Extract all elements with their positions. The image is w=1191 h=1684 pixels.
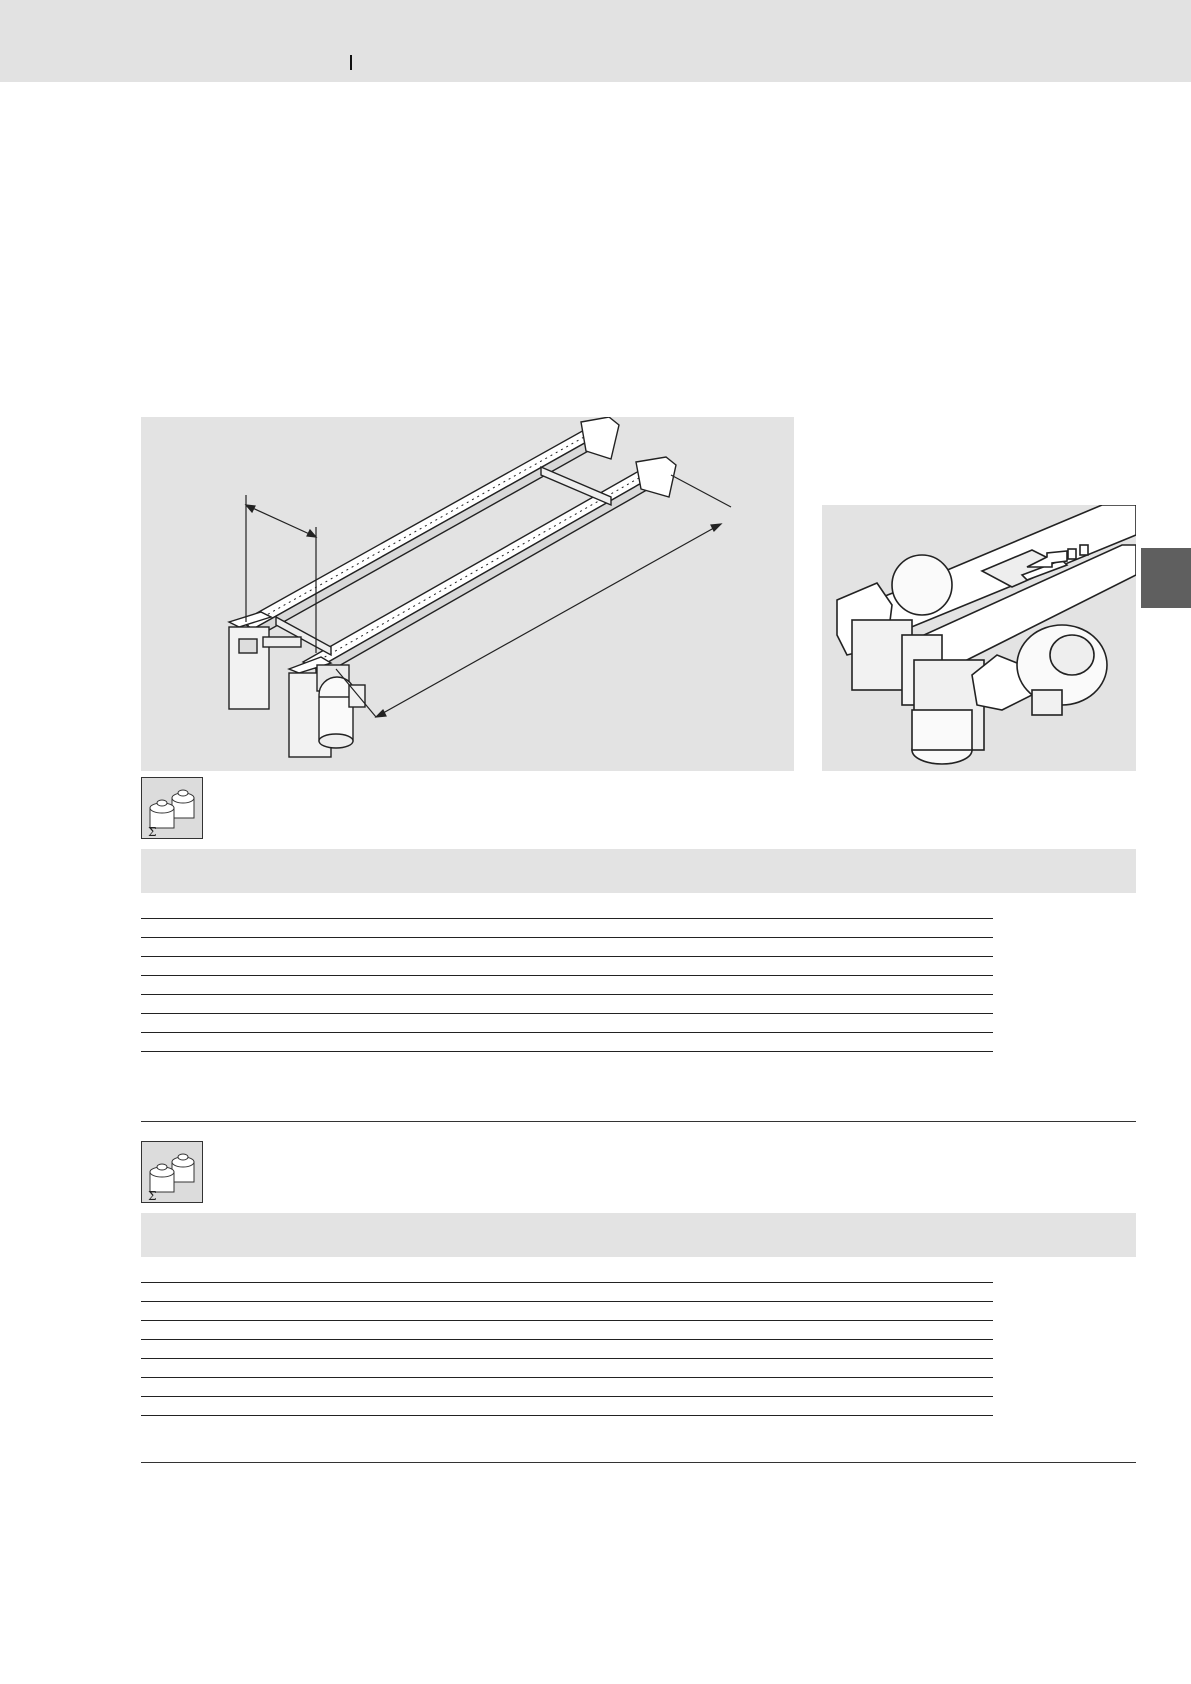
- table-row: [141, 957, 993, 976]
- table-row: [141, 1340, 993, 1359]
- table-row: [141, 1378, 993, 1397]
- motor-detail-figure: [822, 505, 1136, 771]
- table-row: [141, 1033, 993, 1052]
- section-divider: [141, 1462, 1136, 1463]
- linear-module-figure: [141, 417, 794, 771]
- parallel-axis-drawing: [141, 417, 794, 771]
- motor-attachment-drawing: [822, 505, 1136, 771]
- section-divider: [141, 1121, 1136, 1122]
- table-row: [141, 918, 993, 938]
- table-row: [141, 1397, 993, 1416]
- section-2-table: [141, 1282, 993, 1416]
- section-1-title-band: [141, 849, 1136, 893]
- header-separator: [350, 55, 352, 70]
- section-2-title-band: [141, 1213, 1136, 1257]
- table-row: [141, 1014, 993, 1033]
- sigma-symbol: Σ: [148, 1189, 157, 1203]
- chapter-side-tab: [1141, 548, 1191, 608]
- weights-sigma-icon: [141, 777, 203, 839]
- table-row: [141, 938, 993, 957]
- weights-sigma-icon: [141, 1141, 203, 1203]
- table-row: [141, 1282, 993, 1302]
- table-row: [141, 976, 993, 995]
- sigma-symbol: Σ: [148, 825, 157, 839]
- section-1-table: [141, 918, 993, 1052]
- page-header-band: [0, 0, 1191, 82]
- table-row: [141, 1302, 993, 1321]
- table-row: [141, 1321, 993, 1340]
- table-row: [141, 995, 993, 1014]
- table-row: [141, 1359, 993, 1378]
